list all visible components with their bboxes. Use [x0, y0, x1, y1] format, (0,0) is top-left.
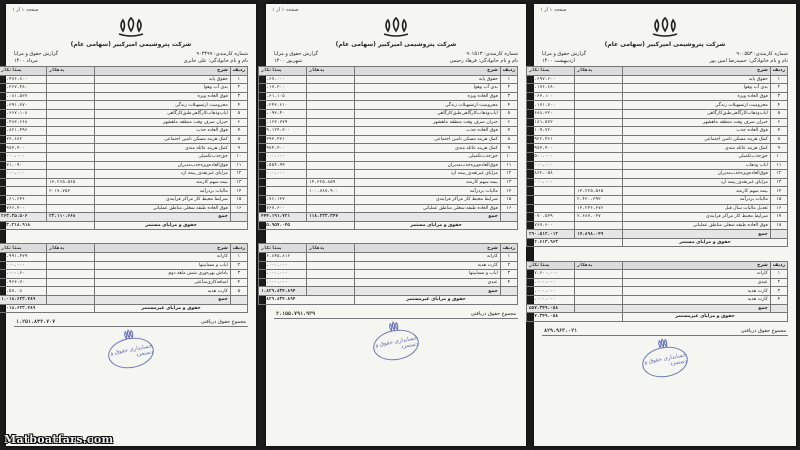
table-row: ۸ کمک هزینه مسکن تامین اجتماعی ۲،۹۲۲،۴۶۱ — [527, 135, 788, 144]
table-row: ۱۰ حق‌جذب‌تکمیلی ۴،۰۰۰،۰۰۰ — [0, 152, 248, 161]
table-row: ۱۶ فوق العاده طبقه شغلی مناطق عملیاتی ۲،۷۶۶،۴۰۰ — [0, 204, 248, 213]
table-row: ۱۰ حق‌جذب‌تکمیلی ۲،۵۰۰،۰۰۰ — [527, 152, 788, 161]
table-row: ۱۶ فوق العاده طبقه شغلی مناطق عملیاتی ۴،۷۶۷،۶۰۰ — [259, 204, 518, 213]
page-number: صفحه ۱ از ۱ — [272, 7, 299, 13]
table-row: ۱۵ مالیات بردرآمد ۲،۴۶۰،۳۹۳ — [527, 195, 788, 204]
accounting-stamp: حسابداری حقوق و دستمزد — [371, 326, 422, 364]
sum-row: جمع ۱،۰۱۸،۶۲۳،۷۸۹ — [0, 295, 248, 304]
table-row: ۲ بدی آب وهوا ۲۷،۳۶۷،۴۸۰ — [0, 84, 248, 93]
report-title: گزارش حقوق و مزایا — [274, 51, 319, 57]
company-logo-icon — [114, 17, 148, 39]
table-row: ۳ فوق العاده ویژه ۳۲،۶۱،۱۰۵ — [259, 92, 518, 101]
company-logo-icon — [648, 17, 682, 39]
table-row: ۴ کارت هدیه ۲۰،۰۰۰،۰۰۰ — [527, 295, 788, 304]
table-row: ۹ کمک هزینه عائله مندی ۱،۹۷۴،۴۰۰ — [0, 144, 248, 153]
payslip-page-1 — [1, 4, 256, 446]
table-row: ۴ محرومیت ازتسهیلات زندگی ۳۰،۲۴۳،۶۱۰ — [259, 101, 518, 110]
table-row: ۸ کمک هزینه مسکن تامین اجتماعی ۶،۲۹۳،۴۳۱ — [259, 135, 518, 144]
gross-row: حقوق و مزایای غیرمستمر ۱،۰۱۸،۶۲۳،۷۸۹ — [0, 304, 248, 313]
site-watermark: Matboatfars.com — [4, 433, 114, 446]
table-row: ۱۳ بیمه سهم کارمند ۱۳،۲۶۵،۵۶۵ — [0, 178, 248, 187]
table-row: ۱ کارانه ۶۷۶،۸۴۵،۸۱۶ — [259, 252, 518, 261]
sum-row: جمع ۱۱۸،۲۳۳،۳۴۷ ۴۴۴،۱۹۱،۷۲۱ — [259, 213, 518, 222]
page-number: صفحه ۱ از ۱ — [540, 7, 567, 13]
employee-number: ۹۰۳۴۹۹ — [196, 51, 213, 57]
pay-period: شهریور ۱۴۰۰ — [274, 58, 302, 64]
gross-row: حقوق و مزایای غیرمستمر ۵۵۷،۳۴۹،۰۵۸ — [527, 313, 788, 322]
table-row: ۱۳ مزایای غیرنقدی_بیمه ارد ۴،۰۰۰،۰۰۰ — [527, 178, 788, 187]
company-name: شرکت پتروشیمی امیرکبیر (سهامی عام) — [604, 41, 726, 48]
employee-name: حمیدرضا امین پور — [709, 58, 747, 64]
pay-period: اردیبهشت ۱۴۰۰ — [542, 58, 575, 64]
gross-row: حقوق و مزایای مستمر ۳۲۵،۹۵۷،۰۴۵ — [259, 221, 518, 230]
gross-row: حقوق و مزایای مستمر ۲۳۳،۲۱۸،۹۱۸ — [0, 221, 248, 230]
table-row: ۶ جبران صرف وقت منطقه ماهشهر ۶،۱۸۱،۵۷۲ — [527, 118, 788, 127]
table-row: ۵ ایاب‌وذهاب‌کارگاهی‌طبق‌کارگاهی ۱۱،۶۶۷،۱۰۸ — [0, 109, 248, 118]
table-row: ۱۸ فوق العاده طبقه شغلی مناطق عملیاتی ۴،۷۶۷،۶۰۰ — [527, 221, 788, 230]
table-row: ۵ ایاب‌وذهاب‌کارگاهی‌طبق‌کارگاهی ۶،۶۸۸،۳۲۰ — [527, 109, 788, 118]
table-row: ۱۱ فوق‌العاده‌ویژه‌جذب‌مدیران ۲۸،۵۵۴،۹۹ — [259, 161, 518, 170]
table-row: ۱۶ تعدیل مالیات سال قبل ۱۳،۲۴۶،۲۷۶ — [527, 204, 788, 213]
report-title: گزارش حقوق و مزایا — [542, 51, 587, 57]
employee-number: ۹۰۰۵۵۳ — [736, 51, 753, 57]
stamp-logo-icon — [655, 337, 671, 351]
accounting-stamp: حسابداری حقوق و دستمزد — [106, 334, 157, 372]
table-row: ۱۴ بیمه سهم کارمند ۱۳،۲۲۵،۵۶۵ — [527, 187, 788, 196]
table-row: ۳ کارت هدیه ۸۰،۰۰۰،۰۰۰ — [527, 287, 788, 296]
table-row: ۹ کمک هزینه عائله مندی ۱،۹۷۴،۴۰۰ — [527, 144, 788, 153]
table-row: ۱۲ مزایای غیرنقدی_بیمه ارد ۴،۰۰۰،۰۰۰ — [0, 170, 248, 179]
employee-header: شماره کارمندی: ۹۰۳۴۹۹ گزارش حقوق و مزایا نام و نام خانوادگی: علی جابری مرداد ۱۴۰۰ — [14, 51, 248, 64]
continuous-pay-table: ردیف شرح بدهکار بستانکار ۱ حقوق پایه ۸۰،۶۷،۰۰۰ ۲ بدی آب وهوا ۲۲،۱۷،۳۰۰ ۳ فوق العاده ویژه ۳۲،۶۱،۱۰۵ ۴ محرومیت ازتسهیلات زندگی ۳۰،۲۴۳،۶۱۰ ۵ ایاب‌وذهاب‌کارگاهی‌طبق‌کارگاهی ۱۱،۰۹۳،۴۰ ۶ جبران صرف وقت منطقه ماهشهر ۱۸،۱۶۳،۷۷۹ ۷ فوق العاده جذب ۱۳۹،۱۲۴،۳۰۰ ۸ کمک هزینه مسکن تامین اجتماعی ۶،۲۹۳،۴۳۱ ۹ کمک هزینه عائله مندی ۱،۹۷۴،۴۰۰ ۱۰ حق‌جذب‌تکمیلی ۴،۰۰۰،۰۰۰ ۱۱ فوق‌العاده‌ویژه‌جذب‌مدیران ۲۸،۵۵۴،۹۹ ۱۲ مزایای غیرنقدی_بیمه ارد ۴،۰۰۰،۰۰۰ ۱۳ بیمه سهم کارمند ۱۴،۳۲۵،۸۵۹ ۱۴ مالیات بردرآمد ۱۰۰،۷۸۷،۹۰۰ ۱۵ شرایط محیط کار مراکز فرایندی ۳۶،۷۶،۱۳۷ ۱۶ فوق العاده طبقه شغلی مناطق عملیاتی ۴،۷۶۷،۶۰۰ جمع ۱۱۸،۲۳۳،۳۴۷ ۴۴۴،۱۹۱،۷۲۱ حقوق و مزایای مستمر ۳۲۵،۹۵۷،۰۴۵ — [258, 66, 518, 230]
net-pay: مجموع حقوق دریافتی ۱،۲۵۱،۸۴۲،۷۰۷ — [16, 319, 246, 326]
table-row: ۳ فوق العاده ویژه ۲،۰۶۳،۱۰۰ — [527, 92, 788, 101]
non-continuous-pay-table: ردیف شرح بدهکار بستانکار ۱ کارانه ۲۲۷،۶۰۰،۰۰۰ ۲ عیدی ۳۰،۰۰۰،۰۰۰ ۳ کارت هدیه ۸۰،۰۰۰،۰۰۰ ۴ کارت هدیه ۲۰،۰۰۰،۰۰۰ جمع ۵۵۷،۳۴۹،۰۵۸ حقوق و مزایای غیرمستمر ۵۵۷،۳۴۹،۰۵۸ — [526, 261, 788, 322]
company-name: شرکت پتروشیمی امیرکبیر (سهامی عام) — [70, 41, 192, 48]
accounting-stamp: حسابداری حقوق و دستمزد — [640, 343, 691, 381]
employee-number: ۹۰۱۵۱۳ — [466, 51, 483, 57]
payslip-page-3 — [529, 4, 796, 446]
non-continuous-pay-table: ردیف شرح بدهکار بستانکار ۱ کارانه ۶۷۶،۸۴۵،۸۱۶ ۲ کارت هدیه ۳۶،۰۰۰،۰۰۰ ۳ ایاب و مسابیتها ۲۰،۰۰۰،۰۰۰ ۴ عیدی ۳۸،۰۰۰،۰۰۰ جمع ۱،۸۲۹،۸۳۴،۸۹۴ حقوق و مزایای غیرمستمر ۱،۸۲۹،۸۳۴،۸۹۴ — [258, 243, 518, 304]
table-row: ۷ فوق العاده جذب ۱۵،۸۲۱،۴۹۶ — [0, 127, 248, 136]
table-row: ۹ کمک هزینه عائله مندی ۱،۹۷۴،۴۰۰ — [259, 144, 518, 153]
table-row: ۱۱ فوق‌العاده‌ویژه‌جذب‌مدیران ۵،۳۱،۰۹۰ — [0, 161, 248, 170]
continuous-pay-table: ردیف شرح بدهکار بستانکار ۱ حقوق پایه ۴۳،۴۷۶،۸۰۰ ۲ بدی آب وهوا ۲۷،۳۶۷،۴۸۰ ۳ فوق العاده ویژه ۲۵،۰۸۱،۵۲۷ ۴ محرومیت ازتسهیلات زندگی ۲۳،۳۹۱،۷۷۰ ۵ ایاب‌وذهاب‌کارگاهی‌طبق‌کارگاهی ۱۱،۶۶۷،۱۰۸ ۶ جبران صرف وقت منطقه ماهشهر ۱۲،۴۸۳،۶۶۸ ۷ فوق العاده جذب ۱۵،۸۲۱،۴۹۶ ۸ کمک هزینه مسکن تامین اجتماعی ۷،۲۶،۶۸۲ ۹ کمک هزینه عائله مندی ۱،۹۷۴،۴۰۰ ۱۰ حق‌جذب‌تکمیلی ۴،۰۰۰،۰۰۰ ۱۱ فوق‌العاده‌ویژه‌جذب‌مدیران ۵،۳۱،۰۹۰ ۱۲ مزایای غیرنقدی_بیمه ارد ۴،۰۰۰،۰۰۰ ۱۳ بیمه سهم کارمند ۱۳،۲۶۵،۵۶۵ ۱۴ مالیات بردرآمد ۲۰۱۷،۷۵۳ ۱۵ شرایط محیط کار مراکز فرایندی ۲۰،۶۱،۶۴۶ ۱۶ فوق العاده طبقه شغلی مناطق عملیاتی ۲،۷۶۶،۴۰۰ جمع ۲۳،۱۱۰،۶۶۸ ۲۶۳،۲۵،۵۰۶ حقوق و مزایای مستمر ۲۳۳،۲۱۸،۹۱۸ — [0, 66, 248, 230]
sum-row: جمع ۱،۸۲۹،۸۳۴،۸۹۴ — [259, 287, 518, 296]
table-row: ۱ کارانه ۲۲۷،۶۰۰،۰۰۰ — [527, 270, 788, 279]
table-row: ۲ بدی آب وهوا ۲۲،۱۷،۳۰۰ — [259, 84, 518, 93]
table-row: ۱ حقوق پایه ۸۰،۶۷،۰۰۰ — [259, 75, 518, 84]
table-row: ۱۲ مزایای غیرنقدی_بیمه ارد ۴،۰۰۰،۰۰۰ — [259, 170, 518, 179]
table-row: ۶ جبران صرف وقت منطقه ماهشهر ۱۸،۱۶۳،۷۷۹ — [259, 118, 518, 127]
net-pay: مجموع حقوق دریافتی ۸۲۹،۹۶۳،۰۲۱ — [544, 327, 786, 334]
employee-header: شماره کارمندی: ۹۰۱۵۱۳ گزارش حقوق و مزایا نام و نام خانوادگی: فرهاد رحیمی شهریور ۱۴۰۰ — [274, 51, 518, 64]
table-row: ۱۴ مالیات بردرآمد ۲۰۱۷،۷۵۳ — [0, 187, 248, 196]
table-row: ۱۵ شرایط محیط کار مراکز فرایندی ۳۶،۷۶،۱۳۷ — [259, 195, 518, 204]
table-row: ۲ کارت هدیه ۳۶،۰۰۰،۰۰۰ — [259, 261, 518, 270]
company-logo-icon — [379, 17, 413, 39]
table-row: ۱ حقوق پایه ۶۳،۶۹۷،۶۰۰ — [527, 75, 788, 84]
table-row: ۵ ایاب‌وذهاب‌کارگاهی‌طبق‌کارگاهی ۱۱،۰۹۳،۴۰ — [259, 109, 518, 118]
table-row: ۴ اضافه‌کاری‌ساعتی ۱۷،۹۶۳،۷۰ — [0, 278, 248, 287]
net-pay: مجموع حقوق دریافتی ۲،۱۵۵،۷۹۱،۹۳۹ — [276, 310, 516, 317]
table-row: ۷ فوق العاده جذب ۱۳۹،۱۲۴،۳۰۰ — [259, 127, 518, 136]
employee-name: علی جابری — [183, 58, 207, 64]
table-row: ۶ جبران صرف وقت منطقه ماهشهر ۱۲،۴۸۳،۶۶۸ — [0, 118, 248, 127]
table-row: ۱۰ حق‌جذب‌تکمیلی ۴،۰۰۰،۰۰۰ — [259, 152, 518, 161]
employee-header: شماره کارمندی: ۹۰۰۵۵۳ گزارش حقوق و مزایا نام و نام خانوادگی: حمیدرضا امین پور اردیبهشت ۱۴۰۰ — [542, 51, 788, 64]
sum-row: جمع ۵۵۷،۳۴۹،۰۵۸ — [527, 304, 788, 313]
pay-period: مرداد ۱۴۰۰ — [14, 58, 38, 64]
table-row: ۴ محرومیت ازتسهیلات زندگی ۱۷،۱۷۱،۷۰۰ — [527, 101, 788, 110]
stamp-logo-icon — [386, 320, 402, 334]
continuous-pay-table: ردیف شرح بدهکار بستانکار ۱ حقوق پایه ۶۳،۶۹۷،۶۰۰ ۲ بدی آب وهوا ۱۳،۱۷۶،۶۸۰ ۳ فوق العاده ویژه ۲،۰۶۳،۱۰۰ ۴ محرومیت ازتسهیلات زندگی ۱۷،۱۷۱،۷۰۰ ۵ ایاب‌وذهاب‌کارگاهی‌طبق‌کارگاهی ۶،۶۸۸،۳۲۰ ۶ جبران صرف وقت منطقه ماهشهر ۶،۱۸۱،۵۷۲ ۷ فوق العاده جذب ۲،۱۰۹،۷۲۰ ۸ کمک هزینه مسکن تامین اجتماعی ۲،۹۲۲،۴۶۱ ۹ کمک هزینه عائله مندی ۱،۹۷۴،۴۰۰ ۱۰ حق‌جذب‌تکمیلی ۲،۵۰۰،۰۰۰ ۱۱ ایاب وذهاب ۲،۰۰۰،۰۰۰ ۱۲ فوق‌العاده‌ویژه‌جذب‌مدیران ۳،۸۶۲،۰۵۸ ۱۳ مزایای غیرنقدی_بیمه ارد ۴،۰۰۰،۰۰۰ ۱۴ بیمه سهم کارمند ۱۳،۲۲۵،۵۶۵ ۱۵ مالیات بردرآمد ۲،۴۶۰،۳۹۳ ۱۶ تعدیل مالیات سال قبل ۱۳،۲۴۶،۲۷۶ ۱۷ شرایط محیط کار مراکز فرایندی ۲،۶۸۷،۰۴۷ ۲،۰۷۰،۵۳۹ ۱۸ فوق العاده طبقه شغلی مناطق عملیاتی ۴،۷۶۷،۶۰۰ جمع ۱۷،۸۹۸،۰۴۹ ۲۹۰،۵۱۲،۰۱۲ حقوق و مزایای مستمر ۲۷۲،۶۱۳،۹۶۳ — [526, 66, 788, 247]
table-row: ۲ عیدی ۳۰،۰۰۰،۰۰۰ — [527, 278, 788, 287]
stamp-logo-icon — [121, 328, 137, 342]
table-row: ۳ فوق العاده ویژه ۲۵،۰۸۱،۵۲۷ — [0, 92, 248, 101]
table-row: ۷ فوق العاده جذب ۲،۱۰۹،۷۲۰ — [527, 127, 788, 136]
page-number: صفحه ۱ از ۱ — [12, 7, 39, 13]
gross-row: حقوق و مزایای غیرمستمر ۱،۸۲۹،۸۳۴،۸۹۴ — [259, 295, 518, 304]
table-row: ۴ عیدی ۳۸،۰۰۰،۰۰۰ — [259, 278, 518, 287]
non-continuous-pay-table: ردیف شرح بدهکار بستانکار ۱ کارانه ۵۰،۹۹۱،۴۷۹ ۲ ایاب و مسابیتها ۱،۰۰۰،۰۰۰ ۳ پاداش بهره‌وری شش ماهه دوم ۷۹،۰۰۰،۶۰ ۴ اضافه‌کاری‌ساعتی ۱۷،۹۶۳،۷۰ ۵ کارت هدیه ۲۴،۵۷،۰۸ جمع ۱،۰۱۸،۶۲۳،۷۸۹ حقوق و مزایای غیرمستمر ۱،۰۱۸،۶۲۳،۷۸۹ — [0, 243, 248, 313]
table-row: ۱۱ ایاب وذهاب ۲،۰۰۰،۰۰۰ — [527, 161, 788, 170]
gross-row: حقوق و مزایای مستمر ۲۷۲،۶۱۳،۹۶۳ — [527, 238, 788, 247]
table-row: ۱۴ مالیات بردرآمد ۱۰۰،۷۸۷،۹۰۰ — [259, 187, 518, 196]
table-row: ۱۷ شرایط محیط کار مراکز فرایندی ۲،۶۸۷،۰۴۷ ۲،۰۷۰،۵۳۹ — [527, 213, 788, 222]
sum-row: جمع ۱۷،۸۹۸،۰۴۹ ۲۹۰،۵۱۲،۰۱۲ — [527, 230, 788, 239]
table-row: ۸ کمک هزینه مسکن تامین اجتماعی ۷،۲۶،۶۸۲ — [0, 135, 248, 144]
report-title: گزارش حقوق و مزایا — [14, 51, 59, 57]
table-row: ۱ کارانه ۵۰،۹۹۱،۴۷۹ — [0, 252, 248, 261]
table-row: ۱۵ شرایط محیط کار مراکز فرایندی ۲۰،۶۱،۶۴۶ — [0, 195, 248, 204]
table-row: ۱۲ فوق‌العاده‌ویژه‌جذب‌مدیران ۳،۸۶۲،۰۵۸ — [527, 170, 788, 179]
employee-name: فرهاد رحیمی — [449, 58, 477, 64]
company-name: شرکت پتروشیمی امیرکبیر (سهامی عام) — [335, 41, 457, 48]
sum-row: جمع ۲۳،۱۱۰،۶۶۸ ۲۶۳،۲۵،۵۰۶ — [0, 213, 248, 222]
table-row: ۳ ایاب و مسابیتها ۲۰،۰۰۰،۰۰۰ — [259, 270, 518, 279]
table-row: ۲ ایاب و مسابیتها ۱،۰۰۰،۰۰۰ — [0, 261, 248, 270]
table-row: ۳ پاداش بهره‌وری شش ماهه دوم ۷۹،۰۰۰،۶۰ — [0, 270, 248, 279]
payslip-page-2 — [261, 4, 526, 446]
table-row: ۱۳ بیمه سهم کارمند ۱۴،۳۲۵،۸۵۹ — [259, 178, 518, 187]
table-row: ۴ محرومیت ازتسهیلات زندگی ۲۳،۳۹۱،۷۷۰ — [0, 101, 248, 110]
table-row: ۵ کارت هدیه ۲۴،۵۷،۰۸ — [0, 287, 248, 296]
table-row: ۱ حقوق پایه ۴۳،۴۷۶،۸۰۰ — [0, 75, 248, 84]
table-row: ۲ بدی آب وهوا ۱۳،۱۷۶،۶۸۰ — [527, 84, 788, 93]
